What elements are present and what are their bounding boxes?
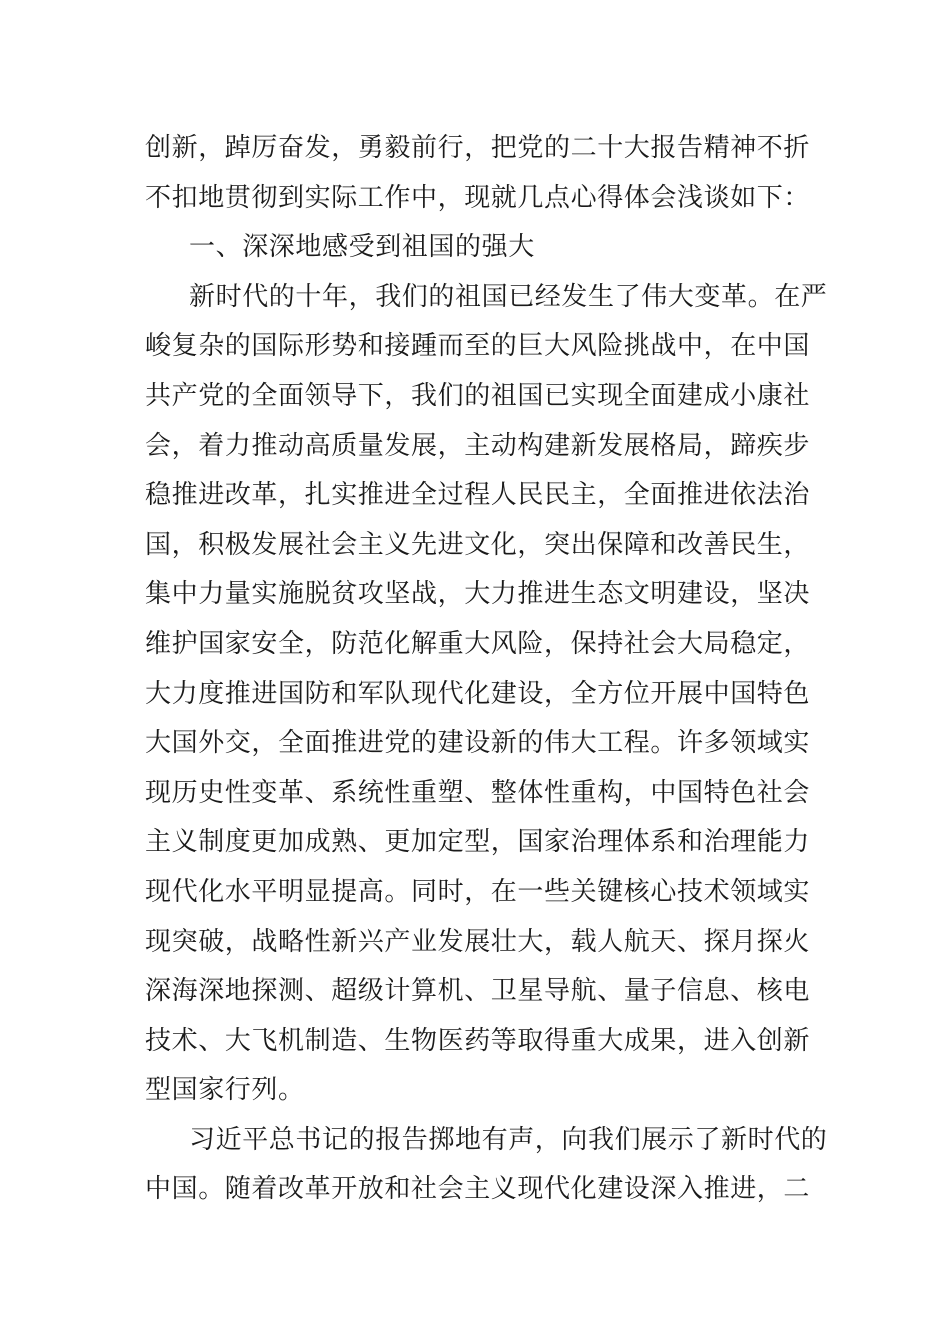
text-line: 中国。随着改革开放和社会主义现代化建设深入推进，二 bbox=[145, 1174, 811, 1205]
text-line: 稳推进改革，扎实推进全过程人民民主，全面推进依法治 bbox=[145, 480, 811, 511]
text-line: 型国家行列。 bbox=[145, 1075, 305, 1106]
paragraph-new-era bbox=[145, 273, 828, 1116]
text-line: 主义制度更加成熟、更加定型，国家治理体系和治理能力 bbox=[145, 827, 811, 858]
text-line: 现突破，战略性新兴产业发展壮大，载人航天、探月探火 bbox=[145, 926, 811, 957]
text-line: 深海深地探测、超级计算机、卫星导航、量子信息、核电 bbox=[145, 976, 811, 1007]
text-line: 现代化水平明显提高。同时，在一些关键核心技术领域实 bbox=[145, 876, 811, 907]
text-line: 集中力量实施脱贫攻坚战，大力推进生态文明建设，坚决 bbox=[145, 579, 811, 610]
section-heading-text: 一、深深地感受到祖国的强大 bbox=[189, 232, 535, 263]
text-line: 习近平总书记的报告掷地有声，向我们展示了新时代的 bbox=[189, 1124, 828, 1155]
text-line: 峻复杂的国际形势和接踵而至的巨大风险挑战中，在中国 bbox=[145, 331, 811, 362]
text-line: 不扣地贯彻到实际工作中，现就几点心得体会浅谈如下： bbox=[145, 182, 811, 213]
text-line: 大力度推进国防和军队现代化建设，全方位开展中国特色 bbox=[145, 678, 811, 709]
paragraph-report bbox=[145, 1116, 828, 1215]
text-line: 共产党的全面领导下，我们的祖国已实现全面建成小康社 bbox=[145, 380, 811, 411]
text-line: 维护国家安全，防范化解重大风险，保持社会大局稳定， bbox=[145, 628, 811, 659]
body-text bbox=[145, 124, 828, 1215]
text-line: 大国外交，全面推进党的建设新的伟大工程。许多领域实 bbox=[145, 728, 811, 759]
text-line: 现历史性变革、系统性重塑、整体性重构，中国特色社会 bbox=[145, 777, 811, 808]
text-line: 技术、大飞机制造、生物医药等取得重大成果，进入创新 bbox=[145, 1025, 811, 1056]
text-line: 创新，踔厉奋发，勇毅前行，把党的二十大报告精神不折 bbox=[145, 133, 811, 163]
section-heading-1 bbox=[145, 223, 810, 273]
text-line: 新时代的十年，我们的祖国已经发生了伟大变革。在严 bbox=[189, 281, 828, 312]
paragraph-intro-continued bbox=[145, 124, 810, 223]
text-line: 会，着力推动高质量发展，主动构建新发展格局，蹄疾步 bbox=[145, 430, 811, 461]
text-line: 国，积极发展社会主义先进文化，突出保障和改善民生， bbox=[145, 529, 811, 560]
